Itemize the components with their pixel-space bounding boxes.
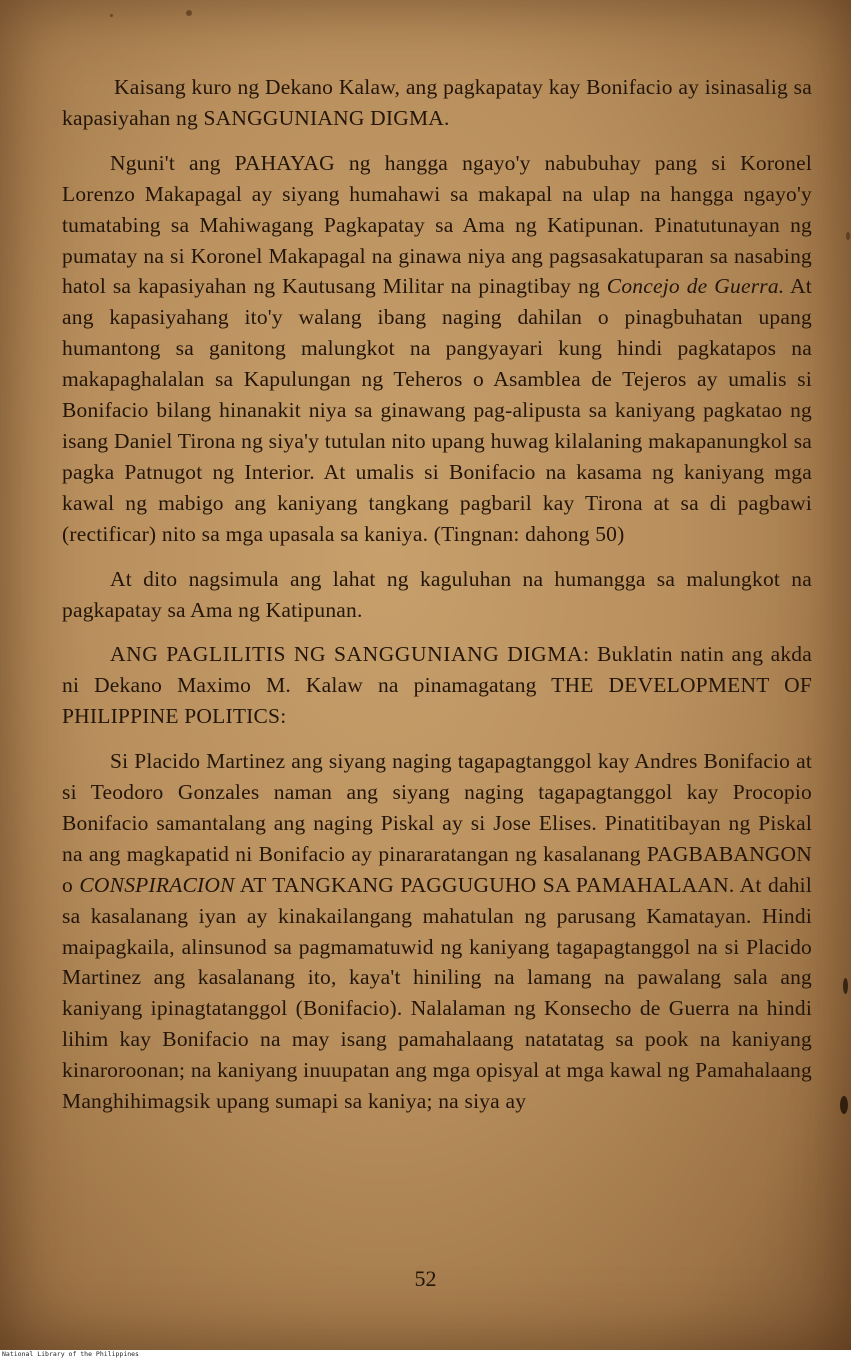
footer-credit: National Library of the Philippines [2,1350,139,1358]
paragraph-1: Kaisang kuro ng Dekano Kalaw, ang pagkapatay kay Bonifacio ay isinasalig sa kapasiyahan ng SANGGUNIANG DIGMA. [62,75,812,130]
page-number: 52 [414,1266,437,1291]
paragraph-2 [62,148,812,550]
paper-speck [186,10,192,16]
paper-speck [843,978,848,994]
paragraph-2-text: Nguni't ang PAHAYAG ng hangga ngayo'y nabubuhay pang si Koronel Lorenzo Makapagal ay siyang humahawi sa makapal na ulap na hangga ngayo'y tumatabing sa Mahiwagang Pagkapatay sa Ama ng Katipunan. Pinatutunayan ng pumatay na si Koronel Makapagal na ginawa niya ang pagsasakatuparan sa nasabing hatol sa kapasiyahan ng Kautusang Militar na pinagtibay ng [62,150,812,299]
paper-speck [840,1096,848,1114]
section-heading: ANG PAGLILITIS NG SANGGUNIANG DIGMA: [110,642,590,667]
paragraph-5-continuation: AT TANGKANG PAGGUGUHO SA PAMAHALAAN. At dahil sa kasalanang iyan ay kinakailangang mahatulan ng parusang Kamatayan. Hindi maipagkaila, alinsunod sa pagmamatuwid ng kaniyang tagapagtanggol na si Placido Martinez ang kasalanang ito, kaya't hiniling na lamang na pawalang sala ang kaniyang ipinagtatanggol (Bonifacio). Nalalaman ng Konsecho de Guerra na hindi lihim kay Bonifacio na may isang pamahalaang natatatag sa pook na kaniyang kinaroroonan; na kaniyang inuupatan ang mga opisyal at mga kawal ng Pamahalaang Manghihimagsik upang sumapi sa kaniya; na siya ay [62,872,812,1114]
paragraph-5-text: Si Placido Martinez ang siyang naging tagapagtanggol kay Andres Bonifacio at si Teodoro Gonzales naman ang siyang naging tagapagtanggol kay Procopio Bonifacio samantalang ang naging Piskal ay si Jose Elises. Pinatitibayan ng Piskal na ang magkapatid ni Bonifacio ay pinararatangan ng kasalanang PAGBABANGON o [62,749,812,897]
document-body [62,72,812,1131]
paragraph-3: At dito nagsimula ang lahat ng kaguluhan na humangga sa malungkot na pagkapatay sa Ama ng Katipunan. [62,566,812,622]
italic-term: CONSPIRACION [79,872,235,897]
paragraph-4-text: Buklatin natin ang akda ni Dekano Maximo M. Kalaw na pinamagatang THE DEVELOPMENT OF PHILIPPINE POLITICS: [62,642,812,729]
paper-speck [846,232,850,240]
paragraph-2-continuation: At ang kapasiyahang ito'y walang ibang naging dahilan o pinagbuhatan upang humantong sa ganitong malungkot na pangyayari kung hindi pagkatapos na makapaghalalan sa Kapulungan ng Teheros o Asamblea de Tejeros ay umalis si Bonifacio bilang hinanakit niya sa ginawang pag-alipusta sa kaniyang pagkatao ng isang Daniel Tirona ng siya'y tutulan nito upang huwag kilalaning makapanungkol sa pagka Patnugot ng Interior. At umalis si Bonifacio na kasama ng kaniyang mga kawal ng mabigo ang kaniyang tangkang pagbaril kay Tirona at sa di pagbawi (rectificar) nito sa mga upasala sa kaniya. (Tingnan: dahong 50) [62,274,812,546]
footer-strip [0,1350,851,1358]
paragraph-4 [62,639,812,732]
paragraph-5 [62,746,812,1117]
paper-speck [110,14,113,17]
italic-term: Concejo de Guerra. [606,274,785,299]
